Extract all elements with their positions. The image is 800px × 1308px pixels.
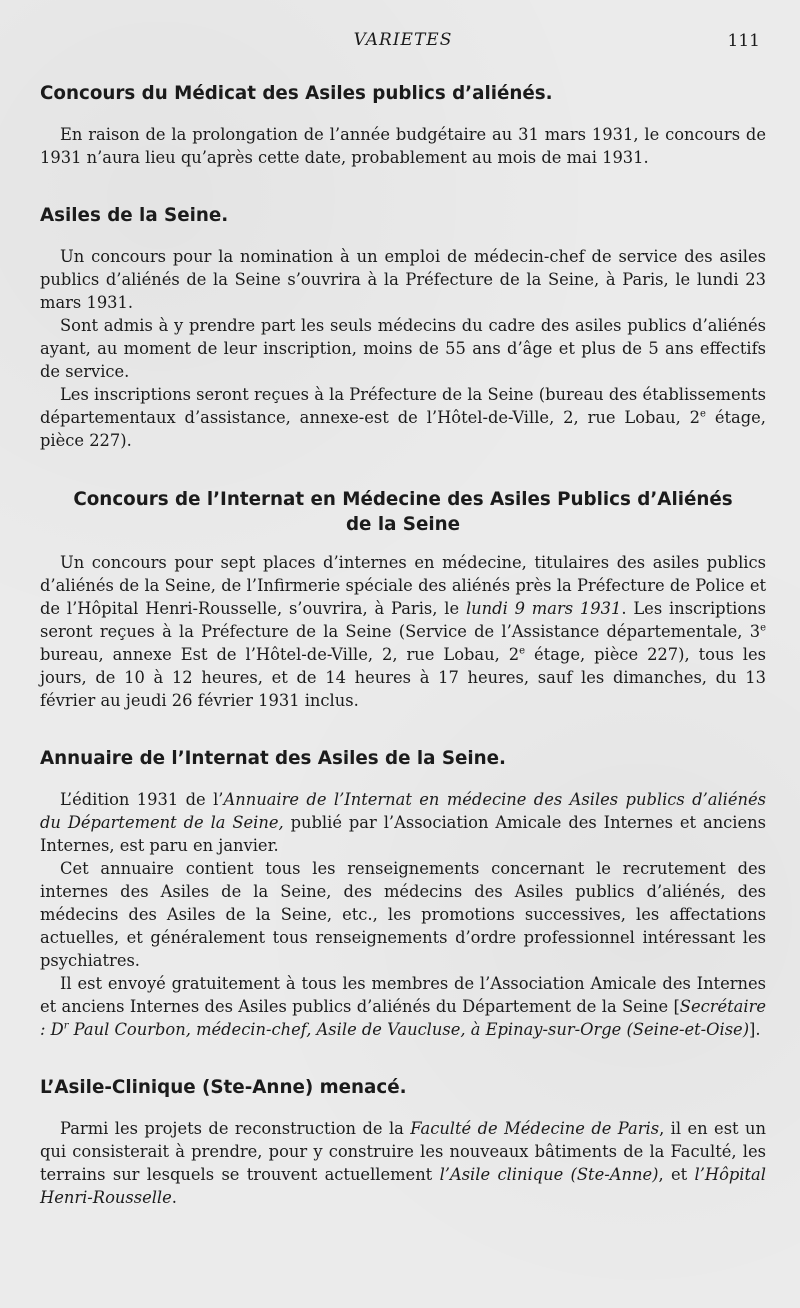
paragraph-asiles-seine-3-after: étage, pièce 227). (40, 408, 766, 450)
paragraph-asiles-seine-3-before: Les inscriptions seront reçues à la Préfecture de la Seine (bureau des établissements départementaux d’assistance, annexe-est de l’Hôtel-de-Ville, 2, rue Lobau, 2 (40, 385, 766, 427)
section-annuaire (40, 747, 766, 1041)
paragraph-asile-clinique (40, 1117, 766, 1209)
secretary-label: Secrétaire : D (40, 997, 766, 1039)
paragraph-annuaire-1 (40, 788, 766, 857)
superscript-r: r (63, 1020, 69, 1032)
section-title-asile-clinique: L’Asile-Clinique (Ste-Anne) menacé. (40, 1077, 407, 1098)
paragraph-part-3: , et (658, 1165, 695, 1184)
section-medicat (40, 82, 766, 169)
superscript-e: e (760, 622, 766, 634)
paragraph-medicat: En raison de la prolongation de l’année budgétaire au 31 mars 1931, le concours de 1931 n’aura lieu qu’après cette date, probablement au mois de mai 1931. (40, 125, 766, 167)
paragraph-asiles-seine-3 (40, 383, 766, 452)
paragraph-asiles-seine-2: Sont admis à y prendre part les seuls médecins du cadre des asiles publics d’aliénés ayant, au moment de leur inscription, moins de 55 ans d’âge et plus de 5 ans effectifs de service. (40, 316, 766, 381)
superscript-e: e (700, 408, 706, 420)
page-number: 111 (727, 31, 760, 51)
section-asiles-seine (40, 204, 766, 452)
paragraph-internat-concours (40, 551, 766, 712)
hopital-name: l’Hôpital Henri-Rousselle (40, 1165, 766, 1207)
section-title-internat-concours (40, 487, 766, 537)
paragraph-part-1: Un concours pour sept places d’internes en médecine, titulaires des asiles publics d’aliénés de la Seine, de l’Infirmerie spéciale des aliénés près la Préfecture de Police et de l’Hôpital Henri-Rousselle, s’ouvrira, à Paris, le (40, 553, 766, 618)
paragraph-part-2: . Les inscriptions seront reçues à la Préfecture de la Seine (Service de l’Assistance départementale, 3 (40, 599, 766, 641)
paragraph-part-3: bureau, annexe Est de l’Hôtel-de-Ville, 2, rue Lobau, 2 (40, 645, 520, 664)
section-title-medicat: Concours du Médicat des Asiles publics d’aliénés. (40, 83, 553, 104)
paragraph-part-4: . (171, 1188, 177, 1207)
paragraph-annuaire-3 (40, 972, 766, 1041)
section-title-asiles-seine: Asiles de la Seine. (40, 205, 229, 226)
paragraph-part-2: , il en est un qui consisterait à prendre, pour y construire les nouveaux bâtiments de la Faculté, les terrains sur lesquels se trouvent actuellement (40, 1119, 766, 1184)
paragraph-part-1: L’édition 1931 de l’ (60, 790, 224, 809)
exam-date: lundi 9 mars 1931 (465, 599, 622, 618)
secretary-address: Paul Courbon, médecin-chef, Asile de Vaucluse, à Epinay-sur-Orge (Seine-et-Oise) (68, 1020, 750, 1039)
asile-clinique-name: l’Asile clinique (Ste-Anne) (439, 1165, 659, 1184)
section-title-line-2: de la Seine (345, 514, 461, 535)
section-title-annuaire: Annuaire de l’Internat des Asiles de la Seine. (40, 748, 507, 769)
section-asile-clinique (40, 1076, 766, 1209)
section-title-line-1: Concours de l’Internat en Médecine des Asiles Publics d’Aliénés (73, 489, 733, 510)
paragraph-part-1: Parmi les projets de reconstruction de la (60, 1119, 411, 1138)
paragraph-part-4: étage, pièce 227), tous les jours, de 10 à 12 heures, et de 14 heures à 17 heures, sauf les dimanches, du 13 février au jeudi 26 février 1931 inclus. (40, 645, 766, 710)
running-header (40, 30, 766, 54)
paragraph-part-2: ]. (749, 1020, 761, 1039)
paragraph-annuaire-2: Cet annuaire contient tous les renseignements concernant le recrutement des internes des Asiles de la Seine, des médecins des Asiles publics d’aliénés, des médecins des Asiles de la Seine, etc., les promotions successives, les affectations actuelles, et généralement tous renseignements d’ordre professionnel intéressant les psychiatres. (40, 859, 766, 970)
running-title: VARIETES (353, 30, 453, 50)
faculte-name: Faculté de Médecine de Paris (410, 1119, 660, 1138)
annuaire-title: Annuaire de l’Internat en médecine des Asiles publics d’aliénés du Département de la Seine, (40, 790, 766, 832)
paragraph-part-1: Il est envoyé gratuitement à tous les membres de l’Association Amicale des Internes et anciens Internes des Asiles publics d’aliénés du Département de la Seine [ (40, 974, 766, 1016)
superscript-e: e (519, 645, 526, 657)
paragraph-part-2: publié par l’Association Amicale des Internes et anciens Internes, est paru en janvier. (40, 813, 766, 855)
paragraph-asiles-seine-1: Un concours pour la nomination à un emploi de médecin-chef de service des asiles publics d’aliénés de la Seine s’ouvrira à la Préfecture de la Seine, à Paris, le lundi 23 mars 1931. (40, 247, 766, 312)
section-internat-concours (40, 487, 766, 712)
